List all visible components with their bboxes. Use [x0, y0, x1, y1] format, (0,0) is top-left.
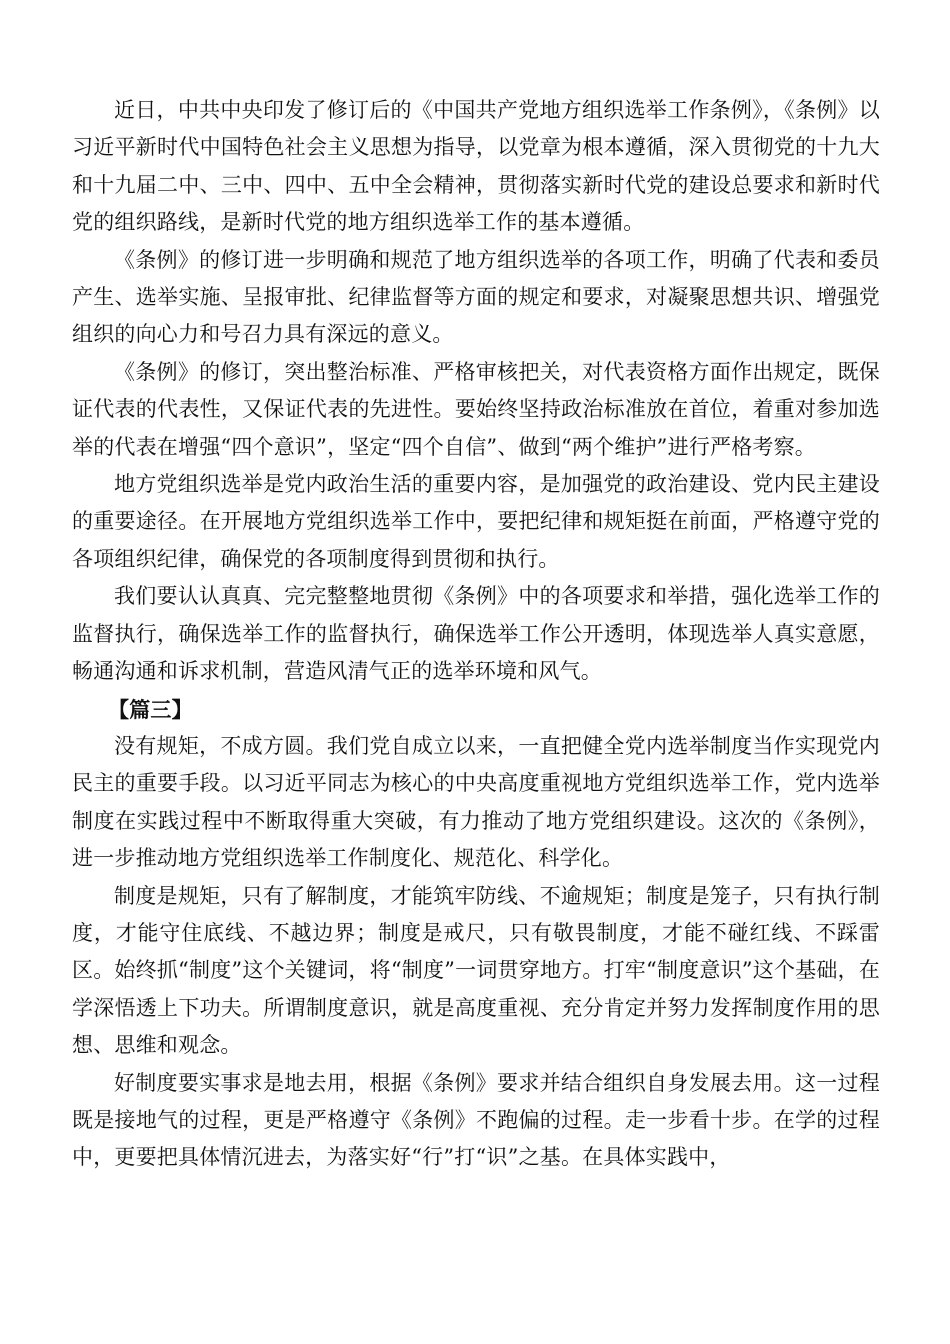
document-body	[72, 92, 880, 1177]
paragraph-1: 近日，中共中央印发了修订后的《中国共产党地方组织选举工作条例》，《条例》以习近平新时代中国特色社会主义思想为指导，以党章为根本遵循，深入贯彻党的十九大和十九届二中、三中、四中、五中全会精神，贯彻落实新时代党的建设总要求和新时代党的组织路线，是新时代党的地方组织选举工作的基本遵循。	[72, 98, 880, 235]
section-paragraph-3: 好制度要实事求是地去用，根据《条例》要求并结合组织自身发展去用。这一过程既是接地气的过程，更是严格遵守《条例》不跑偏的过程。走一步看十步。在学的过程中，更要把具体情沉进去，为落实好“行”打“识”之基。在具体实践中，	[72, 1070, 880, 1170]
section-heading: 【篇三】	[108, 696, 193, 722]
paragraph-3: 《条例》的修订，突出整治标准、严格审核把关，对代表资格方面作出规定，既保证代表的代表性，又保证代表的先进性。要始终坚持政治标准放在首位，着重对参加选举的代表在增强“四个意识”，坚定“四个自信”、做到“两个维护”进行严格考察。	[72, 359, 880, 459]
section-paragraph-1: 没有规矩，不成方圆。我们党自成立以来，一直把健全党内选举制度当作实现党内民主的重要手段。以习近平同志为核心的中央高度重视地方党组织选举工作，党内选举制度在实践过程中不断取得重大突破，有力推动了地方党组织建设。这次的《条例》，进一步推动地方党组织选举工作制度化、规范化、科学化。	[72, 733, 880, 871]
paragraph-4: 地方党组织选举是党内政治生活的重要内容，是加强党的政治建设、党内民主建设的重要途径。在开展地方党组织选举工作中，要把纪律和规矩挺在前面，严格遵守党的各项组织纪律，确保党的各项制度得到贯彻和执行。	[72, 472, 880, 571]
section-paragraph-2: 制度是规矩，只有了解制度，才能筑牢防线、不逾规矩；制度是笼子，只有执行制度，才能守住底线、不越边界；制度是戒尺，只有敬畏制度，才能不碰红线、不踩雷区。始终抓“制度”这个关键词，将“制度”一词贯穿地方。打牢“制度意识”这个基础，在学深悟透上下功夫。所谓制度意识，就是高度重视、充分肯定并努力发挥制度作用的思想、思维和观念。	[72, 883, 880, 1058]
paragraph-2: 《条例》的修订进一步明确和规范了地方组织选举的各项工作，明确了代表和委员产生、选举实施、呈报审批、纪律监督等方面的规定和要求，对凝聚思想共识、增强党组织的向心力和号召力具有深远的意义。	[72, 247, 880, 347]
paragraph-5: 我们要认认真真、完完整整地贯彻《条例》中的各项要求和举措，强化选举工作的监督执行，确保选举工作的监督执行，确保选举工作公开透明，体现选举人真实意愿，畅通沟通和诉求机制，营造风清气正的选举环境和风气。	[72, 584, 880, 684]
